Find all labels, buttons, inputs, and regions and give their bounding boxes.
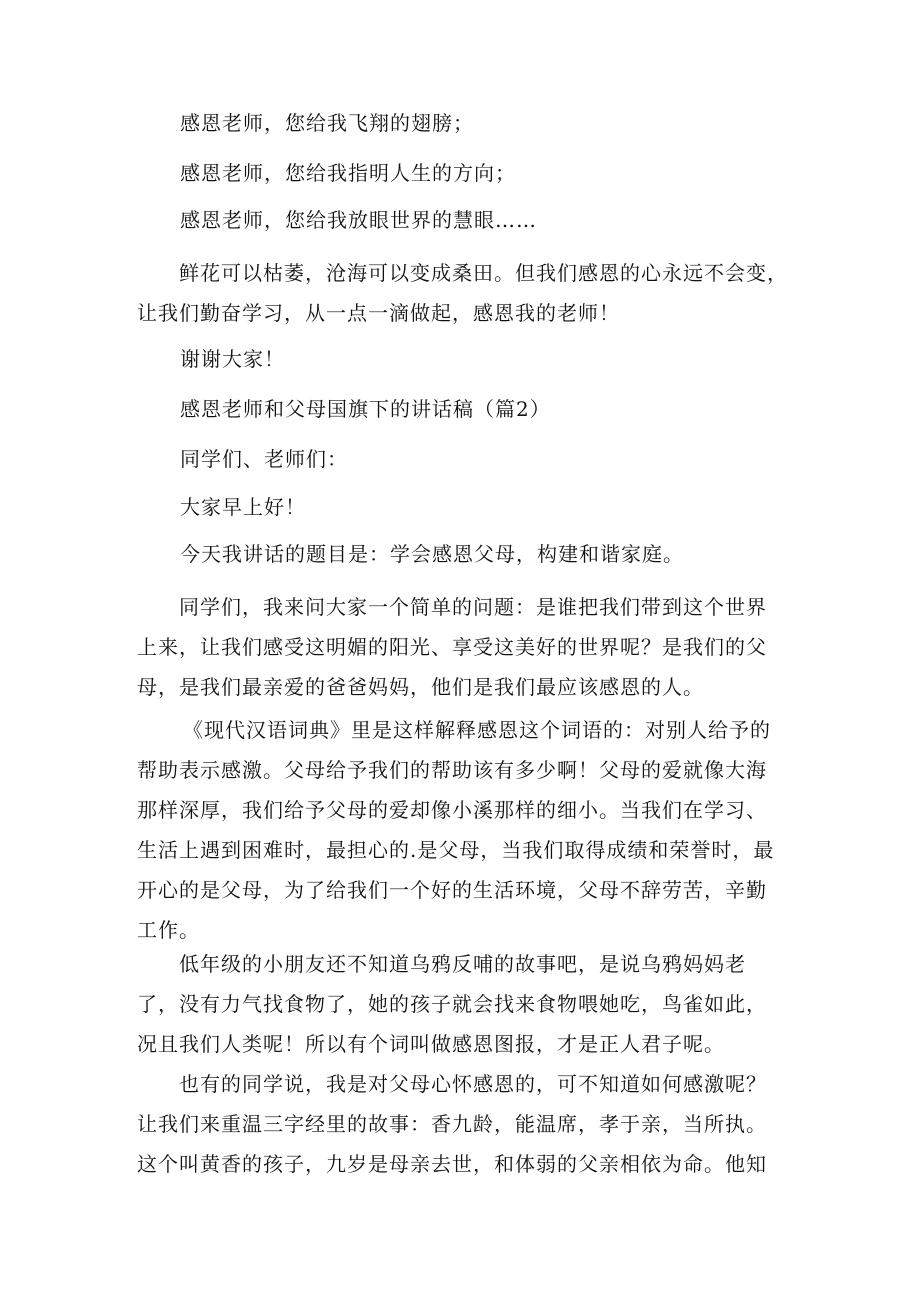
paragraph-line: 了，没有力气找食物了，她的孩子就会找来食物喂她吃，鸟雀如此， bbox=[137, 992, 767, 1016]
paragraph-line: 也有的同学说，我是对父母心怀感恩的，可不知道如何感激呢？ bbox=[179, 1072, 767, 1096]
paragraph bbox=[137, 587, 797, 707]
paragraph-line: 帮助表示感激。父母给予我们的帮助该有多少啊！父母的爱就像大海 bbox=[137, 758, 767, 782]
text-line: 感恩老师，您给我指明人生的方向； bbox=[180, 161, 516, 185]
paragraph-line: 况且我们人类呢！所以有个词叫做感恩图报，才是正人君子呢。 bbox=[137, 1032, 725, 1056]
paragraph bbox=[137, 710, 797, 950]
paragraph bbox=[137, 1064, 797, 1184]
section-title: 感恩老师和父母国旗下的讲话稿（篇2） bbox=[180, 397, 551, 421]
paragraph-line: 这个叫黄香的孩子，九岁是母亲去世，和体弱的父亲相依为命。他知 bbox=[137, 1152, 767, 1176]
paragraph-line: 鲜花可以枯萎，沧海可以变成桑田。但我们感恩的心永远不会变， bbox=[179, 261, 788, 285]
paragraph-line: 同学们，我来问大家一个简单的问题：是谁把我们带到这个世界 bbox=[179, 595, 767, 619]
topic-line: 今天我讲话的题目是：学会感恩父母，构建和谐家庭。 bbox=[180, 542, 684, 566]
salutation: 同学们、老师们： bbox=[180, 447, 348, 471]
paragraph-line: 低年级的小朋友还不知道乌鸦反哺的故事吧，是说乌鸦妈妈老 bbox=[179, 952, 746, 976]
paragraph-line: 让我们勤奋学习，从一点一滴做起，感恩我的老师！ bbox=[137, 301, 620, 325]
paragraph-line: 上来，让我们感受这明媚的阳光、享受这美好的世界呢？是我们的父 bbox=[137, 635, 767, 659]
paragraph-line: 母，是我们最亲爱的爸爸妈妈，他们是我们最应该感恩的人。 bbox=[137, 675, 704, 699]
paragraph-line: 开心的是父母，为了给我们一个好的生活环境，父母不辞劳苦，辛勤 bbox=[137, 878, 767, 902]
text-line: 感恩老师，您给我放眼世界的慧眼…… bbox=[180, 208, 537, 232]
text-line: 谢谢大家！ bbox=[180, 347, 285, 371]
paragraph-line: 生活上遇到困难时，最担心的.是父母，当我们取得成绩和荣誉时，最 bbox=[137, 838, 775, 862]
text-line: 感恩老师，您给我飞翔的翅膀； bbox=[180, 111, 474, 135]
greeting: 大家早上好！ bbox=[180, 495, 306, 519]
paragraph-line: 工作。 bbox=[137, 918, 200, 942]
paragraph bbox=[137, 944, 797, 1064]
paragraph bbox=[137, 253, 797, 333]
paragraph-line: 让我们来重温三字经里的故事：香九龄，能温席，孝于亲，当所执。 bbox=[137, 1112, 767, 1136]
paragraph-line: 《现代汉语词典》里是这样解释感恩这个词语的：对别人给予的 bbox=[183, 718, 771, 742]
paragraph-line: 那样深厚，我们给予父母的爱却像小溪那样的细小。当我们在学习、 bbox=[137, 798, 767, 822]
